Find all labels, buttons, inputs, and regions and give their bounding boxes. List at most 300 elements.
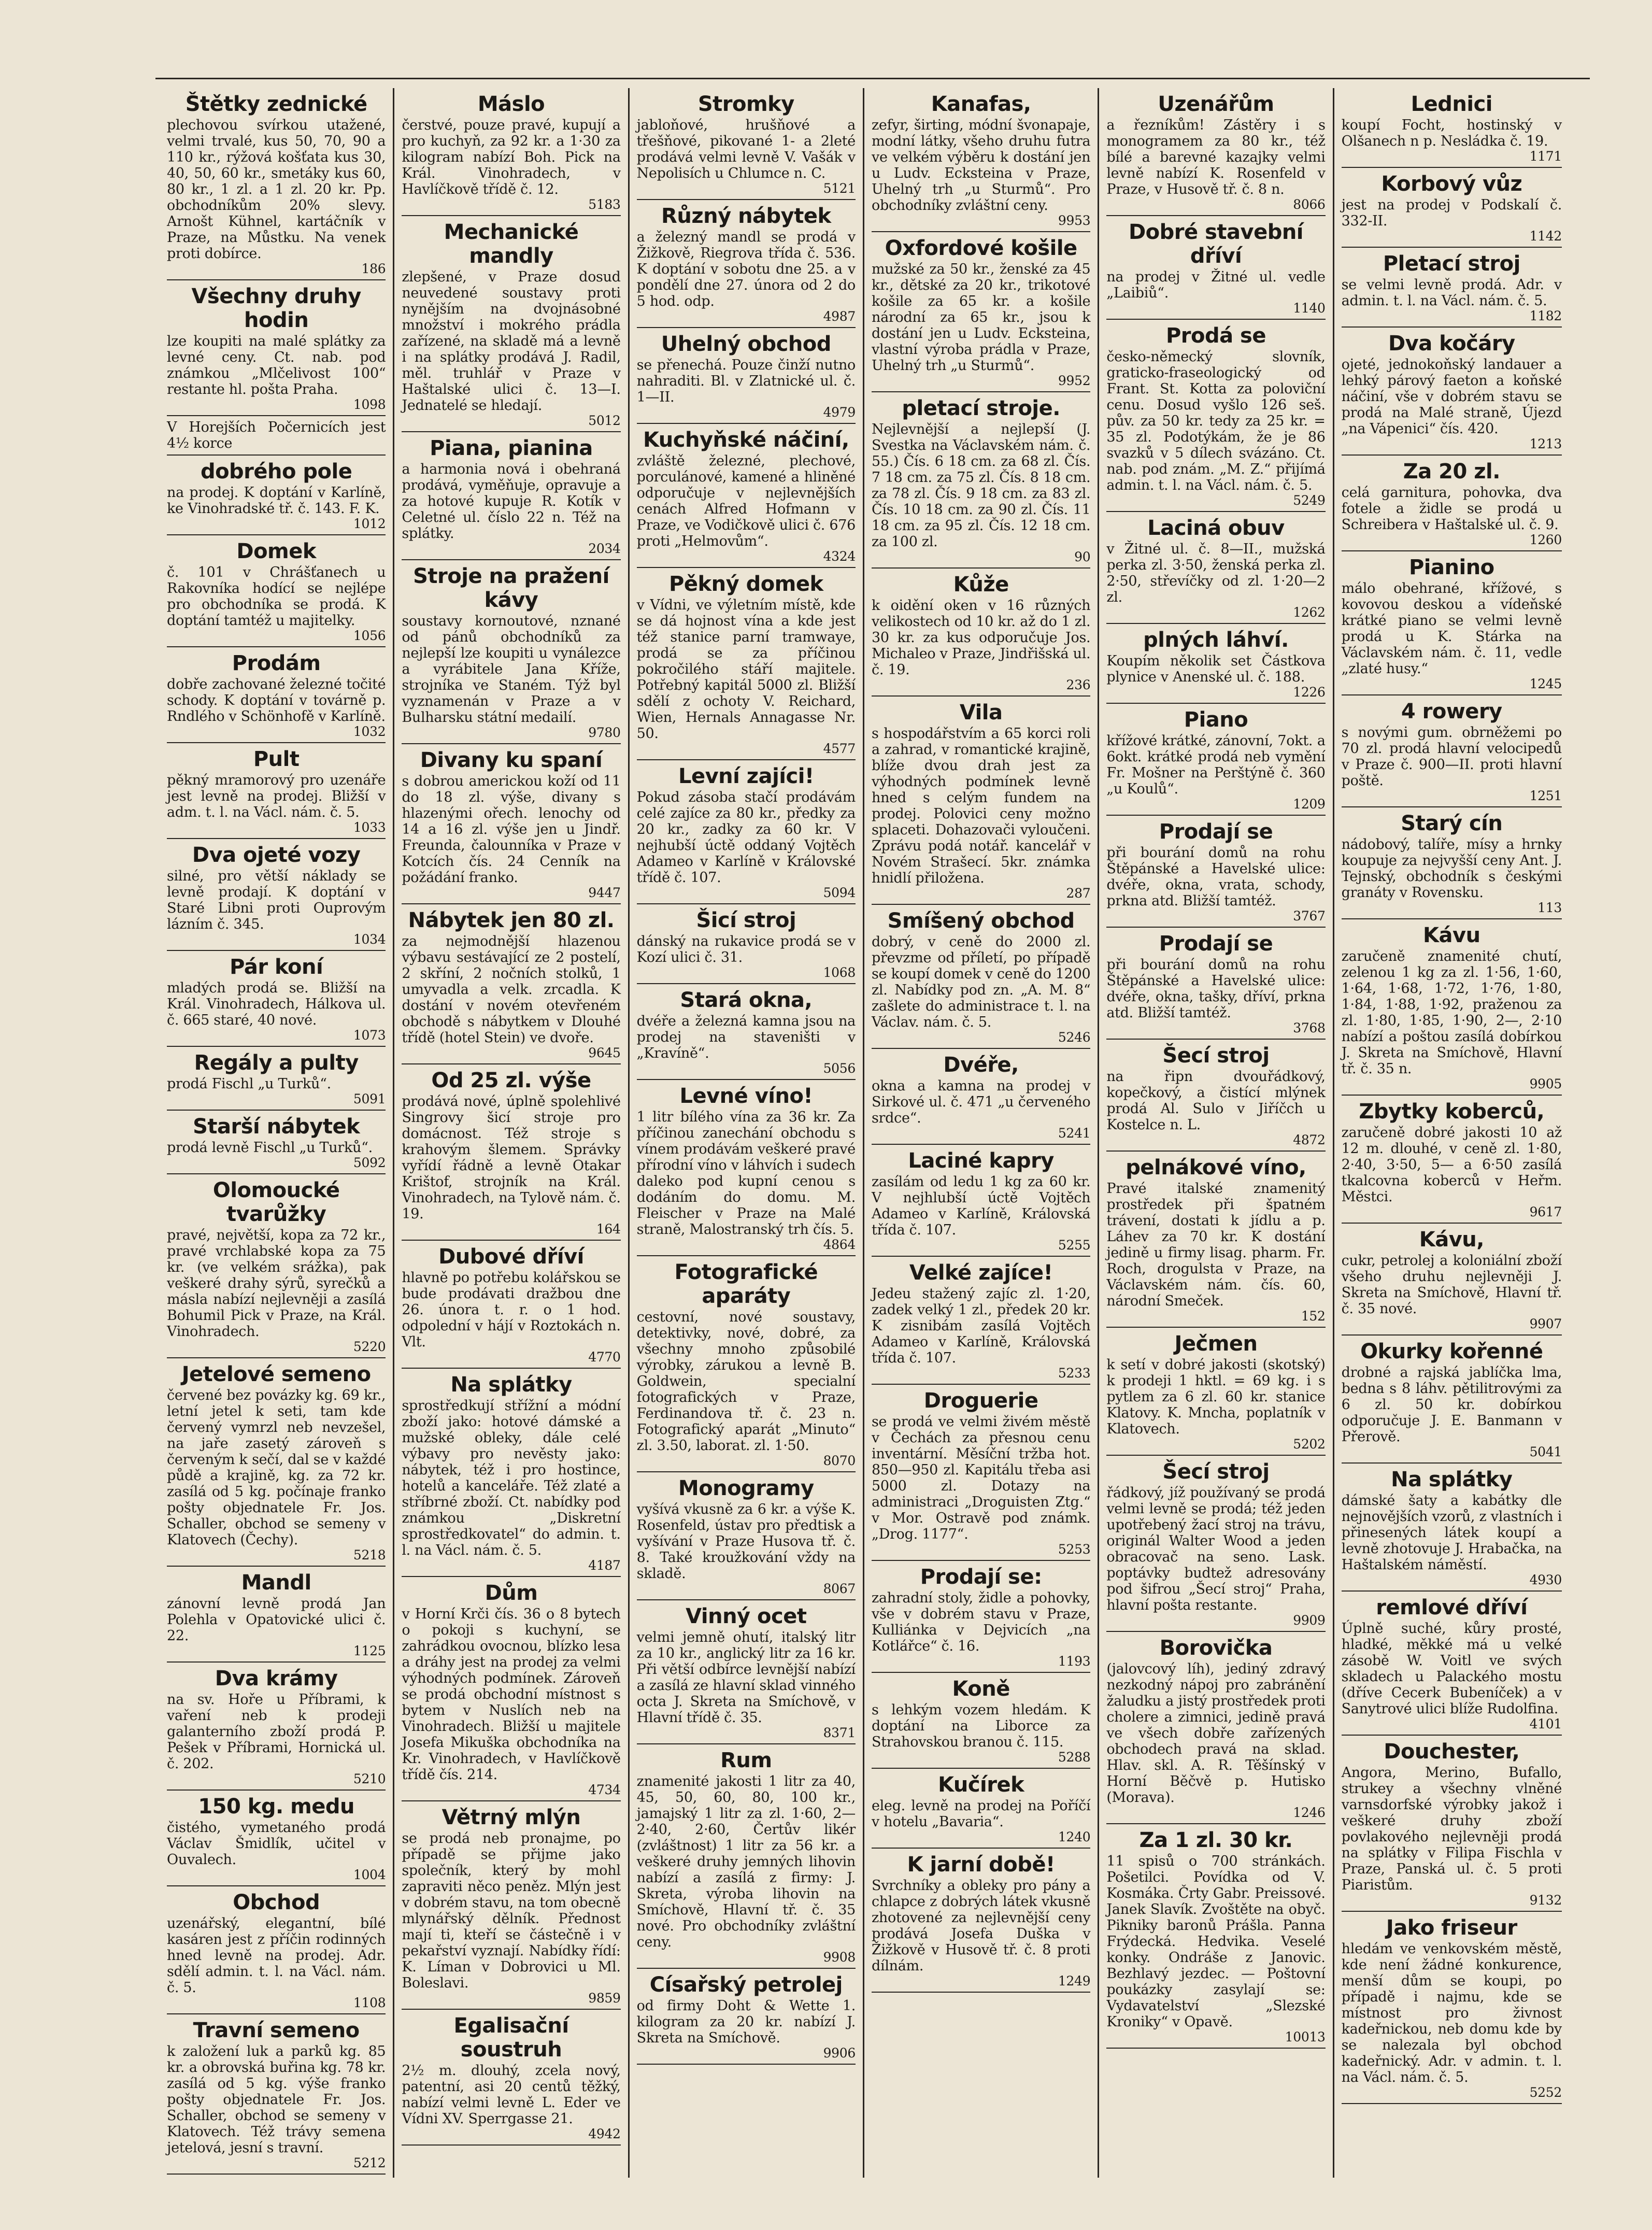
ad-body: čistého, vymetaného prodá Václav Šmidlík, učitel v Ouvalech. 1004 [167,1820,386,1882]
classified-ad [402,1806,620,2010]
ad-divider [637,423,856,424]
ad-heading: Kávu, [1419,1228,1484,1252]
ad-body: na řipn dvouřádkový, kopečkový, a čistící mlýnek prodá Al. Sulo v Jiříčch u Kostelce n. L. 4872 [1106,1069,1326,1147]
ad-body: dánský na rukavice prodá se v Kozí ulici č. 31. 1068 [636,933,856,980]
ad-heading: Uzenářům [1158,92,1274,116]
ad-divider [1106,2048,1325,2049]
classified-ad [872,573,1090,697]
ad-divider [402,2009,620,2010]
ad-divider [402,1368,620,1369]
ad-body: vyšívá vkusně za 6 kr. a výše K. Rosenfeld, ústav pro předtisk a vyšívání v Praze Husova tř. č. 8. Také kroužkování vždy na skladě. 8067 [636,1501,856,1596]
classified-ad [872,1677,1090,1769]
classified-ad [167,1571,386,1663]
ad-body: v Vídni, ve výletním místě, kde se dá hojnost vína a kde jest též stanice parní tramwaye, prodá se za příčinou pokročilého stáří majitele. Potřebný kapitál 5000 zl. Bližší sdělí z ochoty V. Reichard, Wien, Hernals Annagasse Nr. 50. 4577 [636,597,856,756]
ad-divider [167,1357,386,1358]
classified-ad [1342,1100,1562,1224]
ad-number: 1125 [353,1643,386,1658]
classified-ad [1106,1828,1325,2049]
ad-heading: Šecí stroj [1162,1460,1270,1484]
ad-body: koupí Focht, hostinský v Olšanech n p. Nesládka č. 19. 1171 [1341,117,1562,164]
classified-ad [637,1084,856,1256]
ad-heading: Vinný ocet [686,1604,807,1628]
ad-heading: Zbytky koberců, [1359,1100,1545,1124]
classified-ad [637,1260,856,1472]
classified-ad [872,1853,1090,1993]
classified-ad [872,1389,1090,1561]
ad-heading: Štětky zednické [185,92,367,116]
classified-ad [167,1667,386,1791]
classified-ad [1342,1596,1562,1736]
ad-divider [167,1885,386,1886]
ad-divider [402,1063,620,1064]
ad-body: plechovou svírkou utažené, velmi trvalé, kus 50, 70, 90 a 110 kr., rýžová košťata kus 30, 40, 50, 60 kr., smetáky kus 60, 80 kr., 1 zl. a 1 zl. 20 kr. Pp. obchodníkům 20% slevy. Arnošt Kühnel, kartáčník v Praze, na Můstku. Na venek proti dobírce. 186 [167,117,386,276]
ad-heading: Stará okna, [680,988,813,1012]
ad-body: křížové krátké, zánovní, 7okt. a 6okt. krátké prodá neb vymění Fr. Mošner na Perštýně č. 360 „u Koulů“. 1209 [1106,733,1326,812]
ad-body: prodá Fischl „u Turků“. 5091 [167,1076,386,1106]
ad-number: 1246 [1293,1805,1326,1820]
ad-body: silné, pro větší náklady se levně prodají. K doptání v Staré Libni proti Ouprovým lázním č. 345. 1034 [167,868,386,947]
ad-body: ojeté, jednokoňský landauer a lehký párový faeton a koňské náčiní, vše v dobrém stavu se prodá na Malé straně, Újezd „na Vápenici“ čís. 420. 1213 [1341,357,1562,451]
ad-number: 8066 [1293,197,1326,212]
classified-ad [872,1565,1090,1673]
ad-divider [1342,1095,1562,1096]
ad-heading: Laciná obuv [1147,516,1285,540]
ad-body: k založení luk a parků kg. 85 kr. a obrovská buřina kg. 78 kr. zasílá od 5 kg. výše franko pošty objednatele Fr. Jos. Schaller, obchod se semeny v Klatovech. Též trávy semena jetelová, jesní s travní. 5212 [167,2043,386,2170]
ad-body: V Horejších Počernicích jest 4½ korce [167,419,386,451]
ad-body: 11 spisů o 700 stránkách. Pošetilci. Povídka od V. Kosmáka. Črty Gabr. Preissové. Janek Slavík. Zvoštěte na obyč. Pikniky baronů Prášla. Panna Frýdecká. Hedvika. Veselé konky. Ondráše z Janovic. Bezhlavý jezdec. — Poštovní poukázky zasylají se: Vydavatelství „Slezské Kroniky“ v Opavě. 10013 [1106,1853,1326,2044]
ad-number: 1140 [1293,301,1326,316]
ad-body: česko-německý slovník, graticko-fraseologický od Frant. St. Kotta za poloviční cenu. Dosud vyšlo 126 seš. pův. za 50 kr. tedy za 25 kr. = 35 zl. Podotýkám, že je 86 svazků v 5 dílech svázáno. Ct. nab. pod znám. „M. Z.“ přijímá admin. t. l. na Václ. nám. č. 5. 5249 [1106,349,1326,508]
ad-divider [167,742,386,743]
ad-number: 9952 [1058,373,1091,388]
ad-divider [402,1800,620,1801]
ad-divider [872,391,1090,392]
ad-divider [167,1110,386,1111]
ad-heading: Pianino [1408,556,1494,579]
ad-number: 3768 [1293,1020,1326,1035]
ad-number: 1209 [1293,797,1326,812]
ad-heading: Droguerie [923,1389,1038,1413]
ad-number: 5091 [353,1091,386,1106]
ad-number: 5092 [353,1155,386,1170]
ad-body: Koupím několik set Částkova plynice v Anenské ul. č. 188. 1226 [1106,653,1326,700]
ad-body: prodává nové, úplně spolehlivé Singrovy šicí stroje pro domácnost. Též stroje s krahovým šlemem. Správky vyřídí řádně a levně Otakar Krištof, strojník na Král. Vinohradech, na Tylově nám. č. 19. 164 [402,1093,621,1237]
classified-ad [402,564,620,744]
ad-body: pravé, největší, kopa za 72 kr., pravé vrchlabské kopa za 75 kr. (ve velkém srážka), pak veškeré drahy sýrů, syrečků a másla nabízí nejlevněji a zasílá Bohumil Pick v Praze, na Král. Vinohradech. 5220 [167,1227,386,1354]
classified-ad [1342,172,1562,248]
ad-body: a řezníkům! Zástěry i s monogramem za 80 kr., též bílé a barevné kazajky velmi levně nabízí K. Rosenfeld v Praze, v Husově tř. č. 8 n. 8066 [1106,117,1326,212]
ad-body: Jedeu stažený zajíc zl. 1·20, zadek velký 1 zl., předek 20 kr. K zisnibám zasílá Vojtěch Adameo v Karlíně, Královská třída č. 107. 5233 [872,1286,1091,1381]
classified-ad [637,92,856,200]
ad-number: 5233 [1058,1366,1091,1381]
classified-ad [167,1051,386,1111]
ad-heading: Oxfordové košile [885,236,1077,260]
ad-body: se přenechá. Pouze činží nutno nahraditi. Bl. v Zlatnické ul. č. 1—II. 4979 [636,357,856,420]
ad-number: 4987 [823,309,856,324]
ad-heading: Borovička [1159,1636,1273,1660]
ad-heading: K jarní době! [907,1853,1055,1877]
ad-number: 5121 [823,181,856,196]
ad-number: 5220 [353,1339,386,1354]
ad-divider [1342,1462,1562,1464]
ad-heading: remlové dříví [1376,1596,1528,1620]
ad-divider [402,743,620,744]
ad-number: 9780 [588,725,621,740]
ad-heading: Na splátky [450,1373,572,1397]
ad-body: Nejlevnější a nejlepší (J. Svestka na Václavském nám. č. 55.) Čís. 6 18 cm. za 68 zl. Čís. 7 18 cm. za 75 zl. Čís. 8 18 cm. za 78 zl. Čís. 9 18 cm. za 83 zl. Čís. 10 18 cm. za 90 zl. Čís. 11 18 cm. za 95 zl. Čís. 12 18 cm. za 100 zl. 90 [872,421,1091,564]
ad-body: s hospodářstvím a 65 korci roli a zahrad, v romantické krajině, blíže dvou drah jest za výhodných podmínek levně hned s celým fundem na prodej. Polovici ceny možno splaceti. Dohazovači vyloučeni. Zprávu podá notář. kancelář v Novém Strašecí. 5kr. známka hnidlí přiložena. 287 [872,726,1091,901]
ad-divider [637,1471,856,1472]
ad-heading: Od 25 zl. výše [431,1069,591,1092]
ad-number: 5249 [1293,493,1326,508]
ad-divider [872,1992,1090,1993]
ad-divider [1342,694,1562,695]
ad-heading: Starší nábytek [193,1115,360,1139]
classified-ad [1342,700,1562,807]
classified-ad [1106,1044,1325,1152]
ad-heading: Pletací stroj [1383,252,1520,276]
ad-heading: Levní zajíci! [678,764,814,788]
ad-heading: Jako friseur [1386,1916,1517,1940]
ad-number: 9905 [1529,1076,1562,1091]
ad-heading: Máslo [477,92,545,116]
ad-divider [872,1144,1090,1145]
classified-ad [1106,92,1325,216]
ad-divider [637,199,856,200]
ad-divider [402,215,620,216]
ad-body: k oidění oken v 16 různých velikostech od 10 kr. až do 1 zl. 30 kr. za kus odporučuje Jos. Michaleo v Praze, Jindřišská ul. č. 19. 236 [872,598,1091,692]
ad-body: dvéře a železná kamna jsou na prodej na staveništi v „Kravíně“. 5056 [636,1013,856,1076]
ad-body: celá garnitura, pohovka, dva fotele a židle se prodá u Schreibera v Haštalské ul. č. 9. 1260 [1341,485,1562,547]
ad-divider [1106,1823,1325,1824]
ad-heading: Všechny druhy hodin [191,285,361,332]
classified-ad [1342,924,1562,1096]
ad-divider [167,534,386,535]
classified-ad [872,92,1090,232]
ad-divider [637,567,856,568]
classified-ad [167,955,386,1047]
ad-number: 5094 [823,885,856,900]
ad-number: 4979 [823,405,856,420]
ad-number: 1182 [1529,308,1562,323]
ad-divider [167,2174,386,2175]
ad-body: zefyr, širting, módní švonapaje, modní látky, všeho druhu futra ve velkém výběru k dostání jen u Ludv. Ecksteina v Praze, Uhelný trh „u Sturmů“. Pro obchodníky zvláštní ceny. 9953 [872,117,1091,228]
ad-number: 164 [596,1221,621,1237]
ad-divider [167,646,386,647]
ad-divider [167,950,386,951]
ad-body: na sv. Hoře u Příbrami, k vaření neb k prodeji galanterního zboží prodá P. Pešek v Příbrami, Hornická ul. č. 202. 5210 [167,1692,386,1786]
column-2 [394,88,629,2178]
ad-body: s dobrou americkou koží od 11 do 18 zl. výše, divany s hlazenými ořech. lenochy od 14 a 16 zl. výše jen u Jindř. Freunda, čalounníka v Praze v Kotcích čís. 24 Cenník na požádání franko. 9447 [402,773,621,900]
ad-number: 2034 [588,541,621,556]
classified-ad [402,2014,620,2146]
ad-divider [872,231,1090,232]
ad-number: 5253 [1058,1542,1091,1557]
classified-ad [402,92,620,216]
ad-body: k setí v dobré jakosti (skotský) k prodeji 1 hktl. = 69 kg. i s pytlem za 6 zl. 60 kr. stanice Klatovy. K. Mncha, poplatník v Klatovech. 5202 [1106,1357,1326,1452]
ad-number: 4734 [588,1782,621,1797]
ad-body: lze koupiti na malé splátky za levné ceny. Ct. nab. pod známkou „Mlčelivost 100“ restante hl. pošta Praha. 1098 [167,333,386,412]
classified-ad [1342,252,1562,328]
ad-number: 1098 [353,397,386,412]
ad-number: 5210 [353,1771,386,1786]
classified-ad [1342,1468,1562,1592]
classified-ad [1106,628,1325,704]
ad-divider [1342,1911,1562,1912]
ad-heading: Větrný mlýn [442,1806,581,1829]
ad-number: 4942 [588,2126,621,2141]
ad-divider [1342,167,1562,168]
ad-heading: Rum [720,1749,772,1772]
ad-body: dámské šaty a kabátky dle nejnovějších vzorů, z vlastních i přinesených látek koupí a levně zhotovuje J. Hrabačka, na Haštalském náměstí. 4930 [1341,1493,1562,1587]
ad-body: eleg. levně na prodej na Poříčí v hotelu „Bavaria“. 1240 [872,1798,1091,1844]
ad-divider [637,759,856,760]
ad-body: č. 101 v Chrášťanech u Rakovníka hodící se nejlépe pro obchodníka se prodá. K doptání tamtéž u majitelky. 1056 [167,564,386,643]
ad-heading: Piano [1184,708,1248,732]
classified-ad [167,1362,386,1567]
ad-number: 1193 [1058,1654,1091,1669]
ad-body: velmi jemně ohutí, italský litr za 10 kr., anglický litr za 16 kr. Při větší odbírce levnější nabízí a zasílá ze hlavní sklad vinného octa J. Skreta na Smíchově, v Hlavní třídě č. 35. 8371 [636,1629,856,1740]
ad-heading: Prodám [232,651,321,675]
classified-ad [872,396,1090,569]
ad-body: Angora, Merino, Bufallo, strukey a všechny vlněné varnsdorfské výrobky jakož i veškeré druhy zboží povlakového nejlevněji prodá na splátky v Filipa Fischla v Praze, Panská ul. č. 5 proti Piaristům. 9132 [1341,1765,1562,1908]
ad-divider [637,1968,856,1969]
classified-ad [637,1749,856,1969]
ad-divider [167,2013,386,2014]
ad-body: s lehkým vozem hledám. K doptání na Liborce za Strahovskou branou č. 115. 5288 [872,1702,1091,1765]
ad-heading: Vila [959,701,1003,725]
ad-number: 5183 [588,197,621,212]
ad-body: v Horní Krči čís. 36 o 8 bytech o pokoji s kuchyní, se zahrádkou ovocnou, blízko lesa a dráhy jest na prodej za velmi výhodných podmínek. Zároveň se prodá obchodní místnost s bytem v Nuslích neb na Vinohradech. Bližší u majitele Josefa Mikuška obchodníka na Kr. Vinohradech, v Havlíčkově třídě čís. 214. 4734 [402,1606,621,1797]
ad-divider [167,454,386,456]
ad-divider [402,1576,620,1577]
ad-body: řádkový, jíž používaný se prodá velmi levně se prodá; též jeden upotřebený žací stroj na trávu, originál Walter Wood a jeden obracovač na seno. Lask. poptávky budtež adresovány pod šifrou „Šecí stroj“ Praha, hlavní pošta restante. 9909 [1106,1485,1326,1628]
classified-ad [1106,1636,1325,1824]
ad-body: zahradní stoly, židle a pohovky, vše v dobrém stavu v Praze, Kulliánka v Dejvicích „na Kotlářce“ č. 16. 1193 [872,1590,1091,1669]
ad-divider [637,983,856,984]
ad-heading: Piana, pianina [430,436,593,460]
classified-ad [402,1581,620,1801]
classified-ad [167,843,386,951]
ad-number: 5252 [1529,2085,1562,2100]
ad-number: 152 [1301,1309,1326,1324]
ad-body: dobrý, v ceně do 2000 zl. převzme od příletí, po případě se koupí domek v ceně do 1200 zl. Nabídky pod zn. „A. M. 8“ zašlete do administrace t. l. na Václav. nám. č. 5. 5246 [872,934,1091,1045]
classified-ad [1106,932,1325,1040]
ad-number: 1262 [1293,605,1326,620]
ad-heading: Divany ku spaní [420,748,603,772]
ad-number: 9909 [1293,1613,1326,1628]
ad-number: 9132 [1529,1893,1562,1908]
ad-body: zlepšené, v Praze dosud neuvedené soustavy proti nynějším na dvojnásobné množství i mokrého prádla zařízené, na skladě má a levně i na splátky prodává J. Radil, měl. truhlář v Praze v Haštalské ulici č. 13—I. Jednatelé se hledají. 5012 [402,269,621,428]
classified-ad [402,436,620,560]
classified-ad [637,988,856,1080]
ad-number: 4864 [823,1237,856,1252]
ad-body: Pravé italské znamenitý prostředek při špatném trávení, dostati k jídlu a p. Láhev za 70 kr. K dostání jedině u firmy lisag. pharm. Fr. Roch, drogulsta v Praze, na Václavském nám. čís. 60, národní Smeček. 152 [1106,1181,1326,1324]
ad-divider [637,2064,856,2065]
classified-ad [1106,1156,1325,1328]
ad-heading: Stroje na pražení kávy [413,564,609,612]
ad-divider [1342,454,1562,456]
ad-number: 1073 [353,1028,386,1043]
ad-number: 5246 [1058,1030,1091,1045]
ad-number: 4872 [1293,1132,1326,1147]
ad-number: 5202 [1293,1437,1326,1452]
ad-body: zánovní levně prodá Jan Polehla v Opatovické ulici č. 22. 1125 [167,1596,386,1658]
ad-body: hledám ve venkovském městě, kde není žádné konkurence, menší dům se koupi, po případě i najmu, kde se místnost pro živnost kadeřnickou, neb domu kde by se nalezala byl obchod kadeřnický. Adr. v admin. t. l. na Václ. nám. č. 5. 5252 [1341,1941,1562,2100]
ad-number: 1240 [1058,1829,1091,1844]
ad-number: 90 [1074,549,1091,564]
ad-number: 5056 [823,1061,856,1076]
ad-heading: Okurky kořenné [1360,1340,1543,1363]
ad-number: 1226 [1293,685,1326,700]
ad-heading: Olomoucké tvarůžky [212,1178,340,1226]
ad-heading: plných láhví. [1143,628,1289,652]
ad-divider [1342,918,1562,919]
classified-ad [402,908,620,1064]
column-3 [630,88,864,2178]
ad-body: Úplně suché, kůry prosté, hladké, měkké má u velké zásobě W. Voitl ve svých skladech u Palackého mostu (dříve Cecerk Bubeníček) a v Sanytrové ulici blíže Rudolfina. 4101 [1341,1621,1562,1731]
ad-divider [402,1240,620,1241]
ad-body: (jalovcový líh), jediný zdravý nezkodný nápoj pro zabránění žaludku a jistý prostředek proti cholere a zimnici, jedině pravá ve všech dobře zařízených obchodech pravá na sklad. Hlav. skl. A. R. Těšínský v Horní Běčvě p. Hutisko (Morava). 1246 [1106,1661,1326,1820]
ad-heading: Lednici [1411,92,1492,116]
ad-heading: Kůže [953,573,1009,596]
ad-body: hlavně po potřebu kolářskou se bude prodávati dražbou dne 26. února t. r. o 1 hod. odpolední v hájí v Roztokách n. Vlt. 4770 [402,1270,621,1365]
ad-heading: Stromky [697,92,794,116]
ad-number: 1032 [353,724,386,739]
ad-heading: pletací stroje. [902,396,1060,420]
column-6 [1334,88,1569,2178]
ad-number: 8371 [823,1725,856,1740]
classified-ad [1106,820,1325,928]
ad-heading: Jetelové semeno [181,1362,371,1386]
classified-ad [637,1604,856,1744]
classified-ad [637,572,856,760]
ad-number: 5255 [1058,1238,1091,1253]
ad-number: 10013 [1285,2029,1326,2044]
classified-ad [1342,556,1562,695]
classified-ad [167,747,386,839]
ad-divider [1106,703,1325,704]
ad-body: Pokud zásoba stačí prodávám celé zajíce za 80 kr., předky za 20 kr., zadky za 60 kr. V nejhubší úctě oddaný Vojtěch Adameo v Karlíně v Královské třídě č. 107. 5094 [636,789,856,900]
ad-divider [1106,511,1325,512]
ad-divider [167,1046,386,1047]
ad-divider [637,1599,856,1600]
ad-divider [1342,1334,1562,1336]
classified-ad [167,1115,386,1174]
ad-number: 3767 [1293,908,1326,924]
ad-heading: Levné víno! [679,1084,813,1108]
classified-ad [872,1149,1090,1257]
ad-heading: Různý nábytek [661,204,831,228]
ad-body: s novými gum. obrněžemi po 70 zl. prodá hlavní velocipedů v Praze č. 900—II. proti hlavní poště. 1251 [1341,725,1562,803]
ad-body: dobře zachované železné točité schody. K doptání v továrně p. Rndlého v Schönhofě v Karlíně. 1032 [167,676,386,739]
ad-number: 8070 [823,1453,856,1468]
classified-ad [637,428,856,568]
ad-divider [167,279,386,280]
classified-ad [402,1069,620,1241]
ad-body: v Žitné ul. č. 8—II., mužská perka zl. 3·50, ženská perka zl. 2·50, střevíčky od zl. 1·20—2 zl. 1262 [1106,541,1326,620]
ad-body: se prodá neb pronajme, po případě se přijme jako společník, který by mohl zapraviti něco peněz. Mlýn jest v dobrém stavu, na tom obecně mlynářský dělník. Přednost mají ti, kteří se částečně i v pekařství vyznají. Nabídky řídí: K. Líman v Dobrovici u Ml. Boleslavi. 9859 [402,1830,621,2006]
classified-ad [167,285,386,416]
ad-heading: Koně [952,1677,1010,1701]
ad-body: drobné a rajská jablíčka lma, bedna s 8 láhv. pětilitrovými za 6 zl. 50 kr. dobírkou odporučuje J. E. Banmann v Přerově. 5041 [1341,1365,1562,1459]
ad-number: 1213 [1529,436,1562,451]
classified-ad [1342,92,1562,168]
ad-body: za nejmodnější hlazenou výbavu sestávající ze 2 postelí, 2 skříní, 2 nočních stolků, 1 umyvadla a velk. zrcadla. K dostání v novém otevřeném obchodě s nábytkem v Dlouhé třídě (hotel Stein) ve dvoře. 9645 [402,933,621,1060]
ad-body: zvláště železné, plechové, porculánové, kamené a hliněné odporučuje v nejlevnějších cenách Alfred Hofmann v Praze, ve Vodičkově ulici č. 676 proti „Helmovům“. 4324 [636,453,856,564]
ad-number: 1012 [353,516,386,531]
ad-heading: Dvéře, [943,1053,1019,1077]
classified-ad [1106,516,1325,624]
ad-divider [637,903,856,904]
column-5 [1099,88,1334,2178]
ad-body: prodá levně Fischl „u Turků“. 5092 [167,1140,386,1170]
ad-body: jabloňové, hrušňové a třešňové, pikované 1- a 2leté prodává velmi levně V. Vašák v Nepolisích u Chlumce n. C. 5121 [636,117,856,196]
ad-number: 1249 [1058,1973,1091,1988]
ad-divider [637,327,856,328]
ad-number: 5212 [353,2155,386,2170]
classified-ad [167,419,386,456]
ad-heading: Prodá se [1165,324,1266,348]
ad-heading: Obchod [233,1891,320,1914]
classified-ad [167,1891,386,2014]
classified-ad [1106,708,1325,816]
classified-ad [1342,332,1562,456]
ad-divider [167,1173,386,1174]
ad-divider [1106,1455,1325,1456]
ad-number: 4930 [1529,1572,1562,1587]
ad-divider [1342,1590,1562,1592]
ad-heading: Fotografické aparáty [674,1260,818,1308]
ad-heading: Dobré stavební dříví [1128,220,1304,268]
ad-number: 4101 [1529,1716,1562,1731]
classified-ad [872,1053,1090,1145]
ad-number: 1142 [1529,229,1562,244]
classified-ad [1342,1340,1562,1464]
ad-divider [637,1255,856,1256]
ad-body: zaručeně dobré jakosti 10 až 12 m. dlouhé, v ceně zl. 1·80, 2·40, 3·50, 5— a 6·50 zasílá tkalcovna koberců v Heřm. Městci. 9617 [1341,1125,1562,1219]
ad-body: sprostředkují střížní a módní zboží jako: hotové dámské a mužské obleky, dále celé výbavy pro nevěsty jako: nábytek, též i pro hostince, hotelů a kanceláře. Též zlaté a stříbrné zboží. Ct. nabídky pod známkou „Diskretní sprostředkovatel“ do admin. t. l. na Václ. nám. č. 5. 4187 [402,1398,621,1573]
ad-number: 1033 [353,820,386,835]
classified-ad [1106,324,1325,512]
ad-heading: Mechanické mandly [444,220,579,268]
ad-number: 4770 [588,1350,621,1365]
classified-ad [1342,460,1562,551]
ad-divider [402,903,620,904]
ad-heading: Pár koní [230,955,323,979]
ad-divider [1342,247,1562,248]
ad-heading: Prodají se [1159,932,1273,956]
ad-divider [1106,623,1325,624]
ad-divider [872,1384,1090,1385]
ad-heading: Monogramy [678,1476,814,1500]
ad-number: 8067 [823,1581,856,1596]
ad-number: 1260 [1529,532,1562,547]
ad-divider [167,1661,386,1663]
ad-body: při bourání domů na rohu Štěpánské a Havelské ulice: dvéře, okna, vrata, schody, prkna atd. Bližší tamtéž. 3767 [1106,845,1326,924]
ad-divider [872,904,1090,905]
ad-number: 9906 [823,2046,856,2061]
ad-heading: Šicí stroj [696,908,796,932]
ad-body: červené bez povázky kg. 69 kr., letní jetel k seti, tam kde červený vymrzl neb nevzešel, na jaře zasetý zároveň s červeným k sečí, dal se v každé půdě a krajině, kg. za 72 kr. zasílá od 5 kg. počínaje franko pošty objednatele Fr. Jos. Schaller, obchod se semeny v Klatovech (Čechy). 5218 [167,1387,386,1563]
ad-number: 1251 [1529,788,1562,803]
ad-divider [1342,550,1562,551]
ad-body: se prodá ve velmi živém městě v Čechách za přesnou cenu inventární. Měsíční tržba hot. 850—950 zl. Kapitálu třeba asi 5000 zl. Dotazy na administraci „Droguisten Ztg.“ v Mor. Ostravě pod známk. „Drog. 1177“. 5253 [872,1414,1091,1557]
ad-divider [402,2144,620,2146]
ad-body: na prodej v Žitné ul. vedle „Laibiů“. 1140 [1106,269,1326,316]
ad-divider [1106,319,1325,320]
classified-ad [872,701,1090,905]
